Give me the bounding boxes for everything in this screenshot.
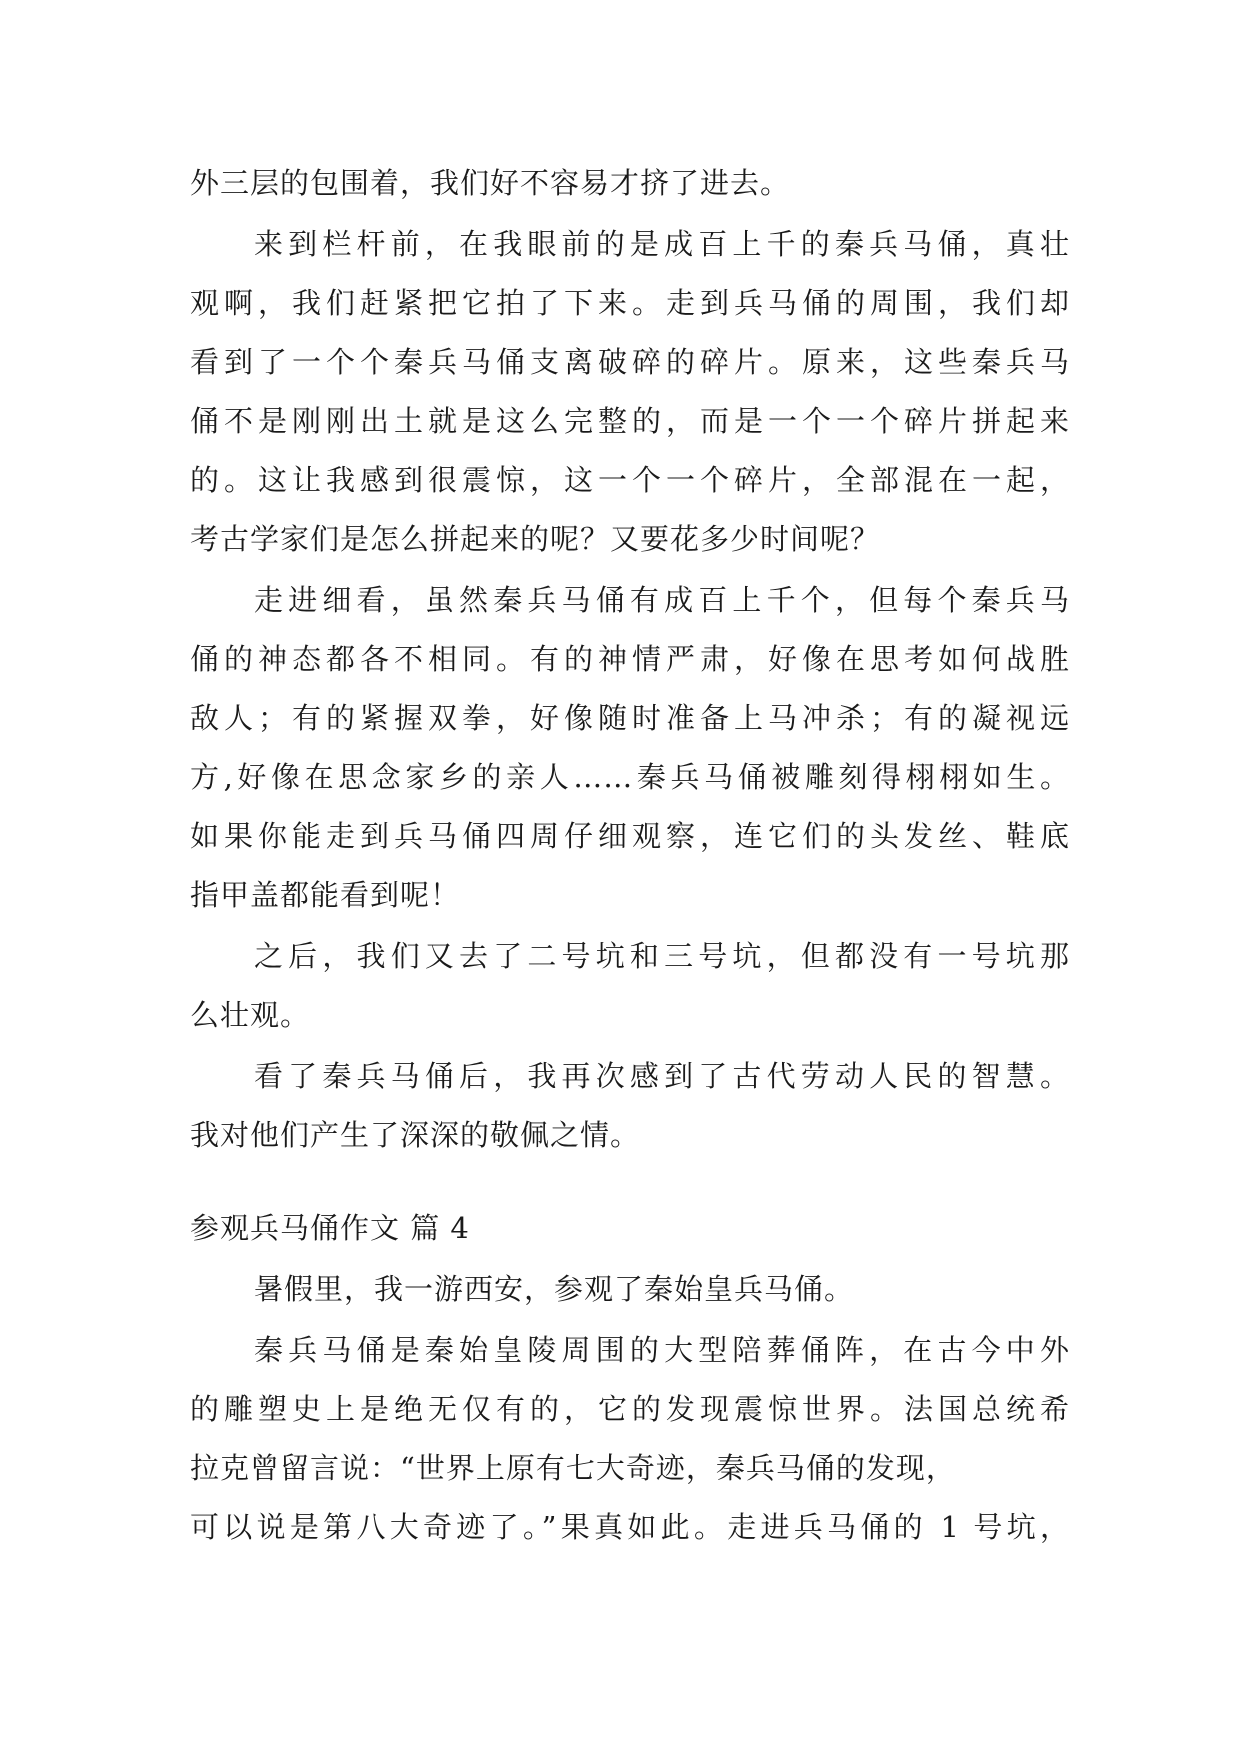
paragraph-first-line: 走进细看，虽然秦兵马俑有成百上千个，但每个秦兵马 bbox=[254, 583, 1070, 617]
text-line: 拉克曾留言说：“世界上原有七大奇迹，秦兵马俑的发现， bbox=[190, 1451, 956, 1485]
text-line: 的雕塑史上是绝无仅有的，它的发现震惊世界。法国总统希 bbox=[190, 1392, 1070, 1426]
paragraph-first-line: 之后，我们又去了二号坑和三号坑，但都没有一号坑那 bbox=[254, 939, 1070, 973]
text-line: 俑的神态都各不相同。有的神情严肃，好像在思考如何战胜 bbox=[190, 642, 1070, 676]
text-line: 外三层的包围着，我们好不容易才挤了进去。 bbox=[190, 166, 791, 200]
paragraph-first-line: 暑假里，我一游西安，参观了秦始皇兵马俑。 bbox=[254, 1272, 855, 1306]
text-line: 方,好像在思念家乡的亲人……秦兵马俑被雕刻得栩栩如生。 bbox=[190, 760, 1070, 794]
text-line: 可以说是第八大奇迹了。”果真如此。走进兵马俑的 1 号坑， bbox=[190, 1510, 1070, 1544]
text-line: 观啊，我们赶紧把它拍了下来。走到兵马俑的周围，我们却 bbox=[190, 286, 1070, 320]
text-line: 俑不是刚刚出土就是这么完整的，而是一个一个碎片拼起来 bbox=[190, 404, 1070, 438]
text-line: 敌人；有的紧握双拳，好像随时准备上马冲杀；有的凝视远 bbox=[190, 701, 1070, 735]
paragraph-first-line: 来到栏杆前，在我眼前的是成百上千的秦兵马俑，真壮 bbox=[254, 227, 1070, 261]
text-line: 指甲盖都能看到呢！ bbox=[190, 878, 461, 912]
paragraph-first-line: 看了秦兵马俑后，我再次感到了古代劳动人民的智慧。 bbox=[254, 1059, 1070, 1093]
section-heading: 参观兵马俑作文 篇 4 bbox=[190, 1211, 470, 1245]
text-line: 看到了一个个秦兵马俑支离破碎的碎片。原来，这些秦兵马 bbox=[190, 345, 1070, 379]
paragraph-first-line: 秦兵马俑是秦始皇陵周围的大型陪葬俑阵，在古今中外 bbox=[254, 1333, 1070, 1367]
text-line: 我对他们产生了深深的敬佩之情。 bbox=[190, 1118, 641, 1152]
text-line: 的。这让我感到很震惊，这一个一个碎片，全部混在一起， bbox=[190, 463, 1070, 497]
text-line: 考古学家们是怎么拼起来的呢？又要花多少时间呢？ bbox=[190, 522, 881, 556]
text-line: 如果你能走到兵马俑四周仔细观察，连它们的头发丝、鞋底 bbox=[190, 819, 1070, 853]
text-line: 么壮观。 bbox=[190, 998, 311, 1032]
